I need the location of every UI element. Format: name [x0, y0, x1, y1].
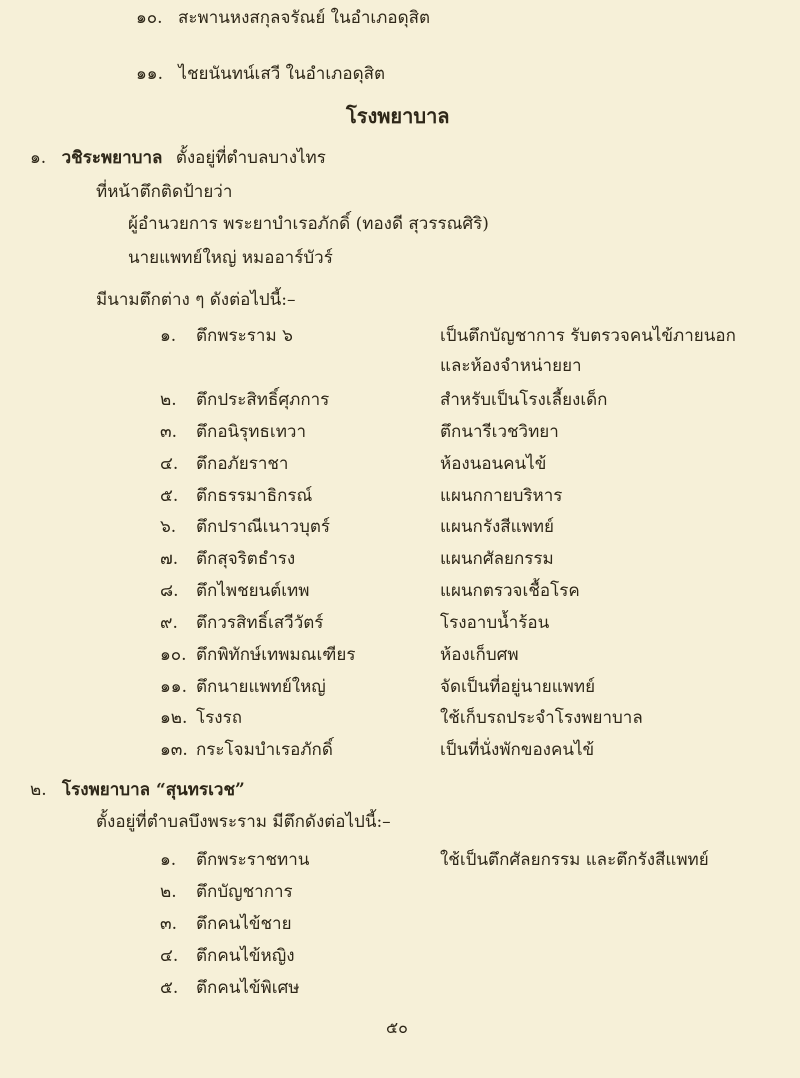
hospital-heading: [30, 778, 245, 802]
item-number: ๑๐.: [136, 8, 163, 28]
hospital-heading: [30, 146, 326, 170]
item-text: สะพานหงสกุลจรัณย์ ในอำเภอดุสิต: [177, 8, 431, 28]
building-name: ตึกคนไข้พิเศษ: [196, 978, 300, 998]
building-name: ตึกวรสิทธิ์เสวีวัตร์: [196, 613, 324, 633]
building-number: ๕.: [160, 978, 179, 998]
building-name: ตึกนายแพทย์ใหญ่: [196, 677, 326, 697]
list-item: [136, 62, 385, 86]
building-number: ๑.: [160, 850, 177, 870]
building-number: ๒.: [160, 390, 177, 410]
page-number: ๕๐: [386, 1018, 408, 1037]
building-name: ตึกบัญชาการ: [196, 882, 293, 902]
building-use: แผนกตรวจเชื้อโรค: [440, 581, 580, 601]
building-number: ๒.: [160, 882, 177, 902]
building-number: ๑๐.: [160, 645, 187, 665]
sign-line: ที่หน้าตึกติดป้ายว่า: [96, 182, 233, 202]
building-number: ๘.: [160, 581, 179, 601]
building-name: ตึกปราณีเนาวบุตร์: [196, 517, 331, 537]
building-use: เป็นที่นั่งพักของคนไข้: [440, 740, 595, 760]
item-number: ๑๑.: [136, 64, 163, 84]
building-number: ๖.: [160, 517, 177, 537]
building-use: ตึกนารีเวชวิทยา: [440, 422, 559, 442]
building-use: สำหรับเป็นโรงเลี้ยงเด็ก: [440, 390, 608, 410]
building-use: ใช้เก็บรถประจำโรงพยาบาล: [440, 708, 643, 728]
building-name: ตึกพระราม ๖: [196, 326, 293, 346]
director-line: ผู้อำนวยการ พระยาบำเรอภักดิ์ (ทองดี สุวรรณศิริ): [128, 214, 489, 234]
building-number: ๑๒.: [160, 708, 188, 728]
building-name: ตึกอนิรุทธเทวา: [196, 422, 306, 442]
building-number: ๓.: [160, 422, 178, 442]
building-use: โรงอาบน้ำร้อน: [440, 613, 550, 633]
building-number: ๙.: [160, 613, 178, 633]
building-name: ตึกธรรมาธิกรณ์: [196, 486, 313, 506]
building-name: กระโจมบำเรอภักดิ์: [196, 740, 333, 760]
building-use-cont: และห้องจำหน่ายยา: [440, 356, 582, 376]
hospital-location: ตั้งอยู่ที่ตำบลบางไทร: [175, 148, 326, 168]
building-number: ๔.: [160, 946, 179, 966]
building-use: เป็นตึกบัญชาการ รับตรวจคนไข้ภายนอก: [440, 326, 736, 346]
building-use: จัดเป็นที่อยู่นายแพทย์: [440, 677, 596, 697]
building-use: แผนกกายบริหาร: [440, 486, 563, 506]
buildings-intro: มีนามตึกต่าง ๆ ดังต่อไปนี้:–: [96, 290, 296, 310]
building-number: ๗.: [160, 549, 179, 569]
hospital-location: ตั้งอยู่ที่ตำบลบึงพระราม มีตึกดังต่อไปนี้:–: [96, 812, 391, 832]
section-title: โรงพยาบาล: [346, 104, 450, 128]
building-use: ใช้เป็นตึกศัลยกรรม และตึกรังสีแพทย์: [440, 850, 709, 870]
building-name: โรงรถ: [196, 708, 242, 728]
building-name: ตึกคนไข้หญิง: [196, 946, 295, 966]
building-use: แผนกรังสีแพทย์: [440, 517, 554, 537]
building-use: ห้องนอนคนไข้: [440, 454, 547, 474]
building-name: ตึกประสิทธิ์ศุภการ: [196, 390, 330, 410]
building-name: ตึกคนไข้ชาย: [196, 914, 292, 934]
building-name: ตึกพระราชทาน: [196, 850, 310, 870]
building-use: ห้องเก็บศพ: [440, 645, 519, 665]
chief-doctor-line: นายแพทย์ใหญ่ หมออาร์บัวร์: [128, 248, 333, 268]
hospital-name: วชิระพยาบาล: [61, 148, 163, 168]
building-number: ๕.: [160, 486, 179, 506]
hospital-number: ๑.: [30, 148, 47, 168]
item-text: ไชยนันทน์เสวี ในอำเภอดุสิต: [178, 64, 386, 84]
building-number: ๔.: [160, 454, 179, 474]
hospital-name: โรงพยาบาล “สุนทรเวช”: [62, 780, 245, 800]
building-use: แผนกศัลยกรรม: [440, 549, 554, 569]
building-name: ตึกไพชยนต์เทพ: [196, 581, 310, 601]
building-name: ตึกพิทักษ์เทพมณเฑียร: [196, 645, 356, 665]
building-number: ๑๑.: [160, 677, 187, 697]
list-item: [136, 6, 430, 30]
building-number: ๑๓.: [160, 740, 188, 760]
building-name: ตึกอภัยราชา: [196, 454, 289, 474]
building-number: ๑.: [160, 326, 177, 346]
hospital-number: ๒.: [30, 780, 47, 800]
building-number: ๓.: [160, 914, 178, 934]
building-name: ตึกสุจริตธำรง: [196, 549, 296, 569]
